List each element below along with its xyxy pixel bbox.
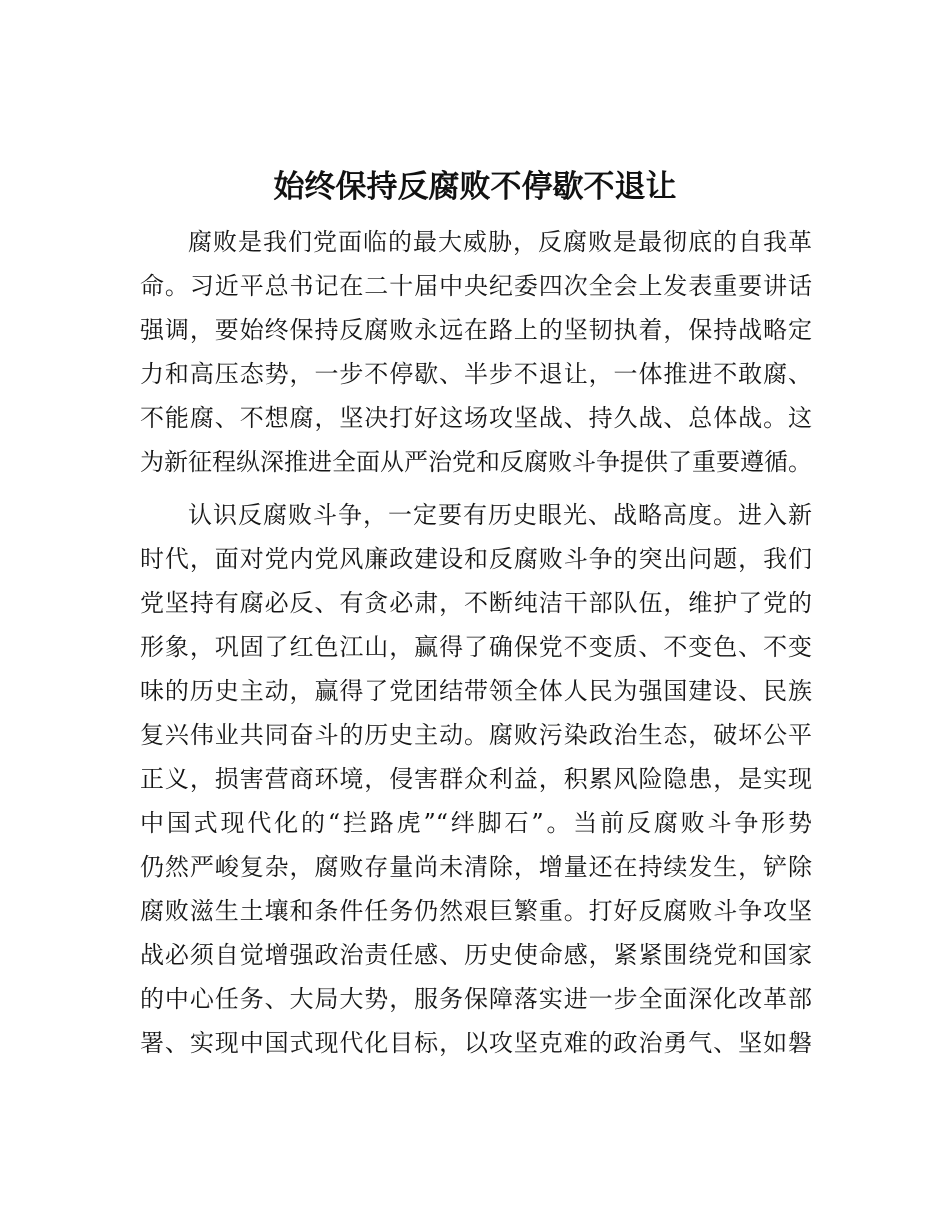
paragraph-line: 形象，巩固了红色江山，赢得了确保党不变质、不变色、不变 xyxy=(140,633,812,661)
paragraph-line: 腐败是我们党面临的最大威胁，反腐败是最彻底的自我革 xyxy=(188,228,812,256)
paragraph-line: 强调，要始终保持反腐败永远在路上的坚韧执着，保持战略定 xyxy=(140,316,812,344)
paragraph-line: 为新征程纵深推进全面从严治党和反腐败斗争提供了重要遵循。 xyxy=(140,448,812,476)
paragraph-line: 复兴伟业共同奋斗的历史主动。腐败污染政治生态，破坏公平 xyxy=(140,721,812,749)
paragraph-line: 时代，面对党内党风廉政建设和反腐败斗争的突出问题，我们 xyxy=(140,545,812,573)
paragraph-line: 中国式现代化的“拦路虎”“绊脚石”。当前反腐败斗争形势 xyxy=(140,809,812,837)
paragraph-line: 的中心任务、大局大势，服务保障落实进一步全面深化改革部 xyxy=(140,985,812,1013)
paragraph-line: 署、实现中国式现代化目标，以攻坚克难的政治勇气、坚如磐 xyxy=(140,1029,812,1057)
paragraph-1 xyxy=(140,220,812,484)
paragraph-line: 正义，损害营商环境，侵害群众利益，积累风险隐患，是实现 xyxy=(140,765,812,793)
paragraph-line: 命。习近平总书记在二十届中央纪委四次全会上发表重要讲话 xyxy=(140,272,812,300)
paragraph-line: 味的历史主动，赢得了党团结带领全体人民为强国建设、民族 xyxy=(140,677,812,705)
document-title: 始终保持反腐败不停歇不退让 xyxy=(273,169,677,205)
paragraph-line: 力和高压态势，一步不停歇、半步不退让，一体推进不敢腐、 xyxy=(140,360,812,388)
paragraph-line: 党坚持有腐必反、有贪必肃，不断纯洁干部队伍，维护了党的 xyxy=(140,589,812,617)
paragraph-line: 战必须自觉增强政治责任感、历史使命感，紧紧围绕党和国家 xyxy=(140,941,812,969)
paragraph-line: 不能腐、不想腐，坚决打好这场攻坚战、持久战、总体战。这 xyxy=(140,404,812,432)
paragraph-2 xyxy=(140,493,812,1065)
paragraph-line: 腐败滋生土壤和条件任务仍然艰巨繁重。打好反腐败斗争攻坚 xyxy=(140,897,812,925)
paragraph-line: 仍然严峻复杂，腐败存量尚未清除，增量还在持续发生，铲除 xyxy=(140,853,812,881)
paragraph-line: 认识反腐败斗争，一定要有历史眼光、战略高度。进入新 xyxy=(188,501,812,529)
